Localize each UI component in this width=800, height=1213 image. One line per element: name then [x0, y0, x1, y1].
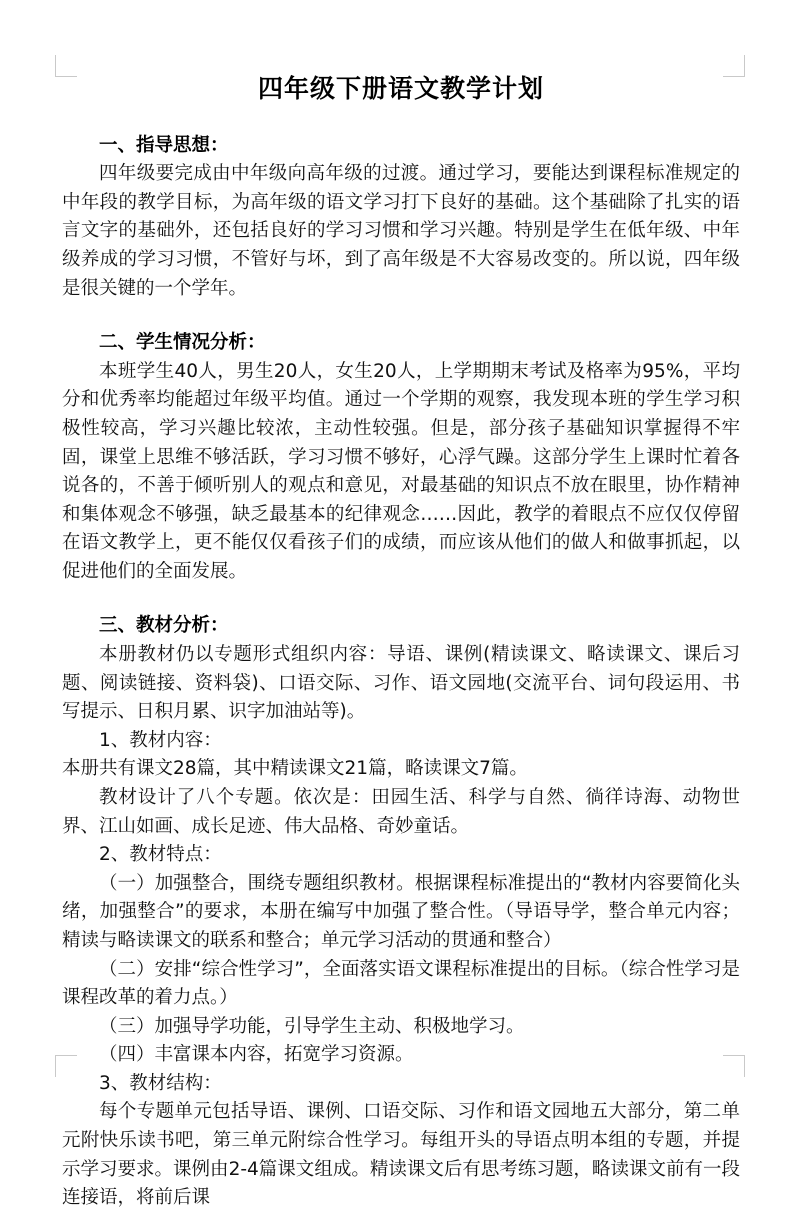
section-guiding-ideology: [62, 132, 740, 303]
section-paragraph: 本册教材仍以专题形式组织内容：导语、课例(精读课文、略读课文、课后习题、阅读链接、资料袋)、口语交际、习作、语文园地(交流平台、词句段运用、书写提示、日积月累、识字加油站等)。: [62, 643, 740, 723]
section-paragraph: 四年级要完成由中年级向高年级的过渡。通过学习，要能达到课程标准规定的中年段的教学目标，为高年级的语文学习打下良好的基础。这个基础除了扎实的语言文字的基础外，还包括良好的学习习惯和学习兴趣。特别是学生在低年级、中年级养成的学习习惯，不管好与坏，到了高年级是不大容易改变的。所以说，四年级是很关键的一个学年。: [62, 163, 740, 299]
section-paragraph: 本班学生40人，男生20人，女生20人，上学期期末考试及格率为95%，平均分和优秀率均能超过年级平均值。通过一个学期的观察，我发现本班的学生学习积极性较高，学习兴趣比较浓，主动性较强。但是，部分孩子基础知识掌握得不牢固，课堂上思维不够活跃，学习习惯不够好，心浮气躁。这部分学生上课时忙着各说各的，不善于倾听别人的观点和意见，对最基础的知识点不放在眼里，协作精神和集体观念不够强，缺乏最基本的纪律观念……因此，教学的着眼点不应仅仅停留在语文教学上，更不能仅仅看孩子们的成绩，而应该从他们的做人和做事抓起，以促进他们的全面发展。: [62, 360, 740, 582]
section-paragraph: （四）丰富课本内容，拓宽学习资源。: [99, 1044, 414, 1066]
section-textbook-analysis: [62, 612, 740, 1212]
section-paragraph: 本册共有课文28篇，其中精读课文21篇，略读课文7篇。: [62, 758, 528, 780]
page-title: 四年级下册语文教学计划: [257, 74, 544, 103]
section-student-analysis: [62, 329, 740, 586]
section-paragraph: （一）加强整合，围绕专题组织教材。根据课程标准提出的“教材内容要简化头绪，加强整合”的要求，本册在编写中加强了整合性。（导语导学，整合单元内容；精读与略读课文的联系和整合；单元学习活动的贯通和整合）: [62, 872, 740, 951]
subsection-heading-textbook-content: 1、教材内容：: [99, 729, 222, 751]
section-paragraph: （三）加强导学功能，引导学生主动、积极地学习。: [99, 1015, 525, 1037]
section-heading: 二、学生情况分析：: [99, 332, 266, 354]
section-heading: 一、指导思想：: [99, 134, 229, 156]
subsection-heading-textbook-structure: 3、教材结构：: [99, 1072, 222, 1094]
section-paragraph: 每个专题单元包括导语、课例、口语交际、习作和语文园地五大部分，第二单元附快乐读书吧，第三单元附综合性学习。每组开头的导语点明本组的专题，并提示学习要求。课例由2-4篇课文组成。精读课文后有思考练习题，略读课文前有一段连接语，将前后课: [62, 1101, 740, 1209]
section-paragraph: 教材设计了八个专题。依次是：田园生活、科学与自然、徜徉诗海、动物世界、江山如画、成长足迹、伟大品格、奇妙童话。: [62, 786, 740, 837]
document-body: [62, 0, 740, 1213]
section-paragraph: （二）安排“综合性学习”，全面落实语文课程标准提出的目标。（综合性学习是课程改革的着力点。）: [62, 958, 740, 1009]
section-heading: 三、教材分析：: [99, 615, 229, 637]
subsection-heading-textbook-features: 2、教材特点：: [99, 844, 222, 866]
